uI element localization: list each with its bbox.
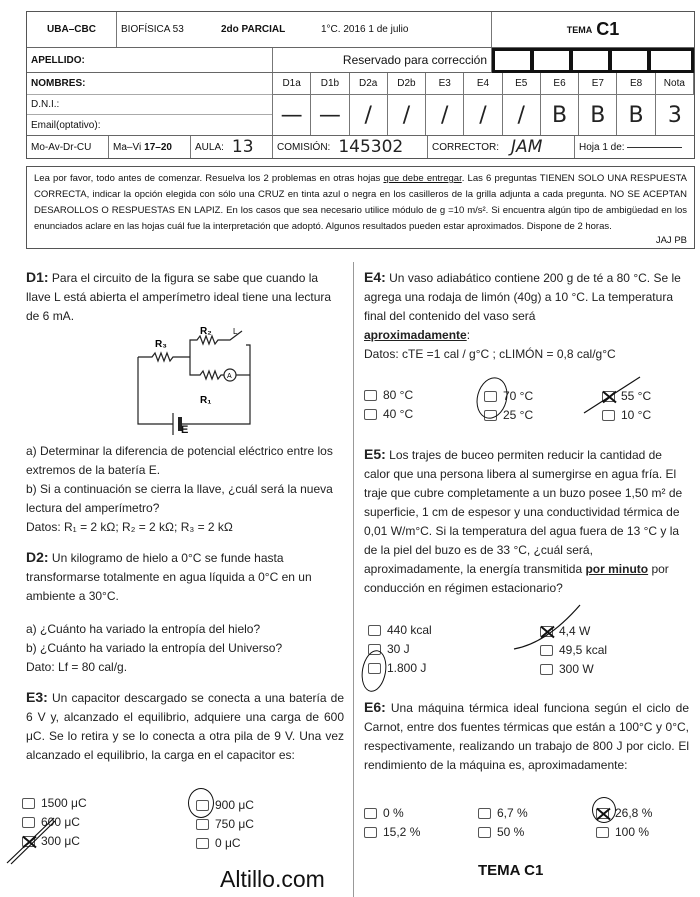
checkbox[interactable] (596, 827, 609, 838)
e6-option-selected[interactable]: 26,8 % (596, 806, 652, 820)
grade-col-header: D1b (311, 73, 349, 95)
e3-option[interactable]: 750 μC (196, 817, 254, 831)
hand-check-mark (512, 603, 582, 653)
aula-value: 13 (231, 137, 254, 157)
e6-option[interactable]: 100 % (596, 825, 649, 839)
e4-option[interactable]: 25 °C (484, 408, 533, 422)
watermark: Altillo.com (220, 866, 325, 892)
grade-grid (273, 73, 694, 135)
e3-text: Un capacitor descargado se conecta a una batería de 6 V y, alcanzado el equilibrio, adquiere una carga de 600 μC. Se lo retira y se lo conecta a otra pila de 9 V. Una vez alcanzado el equilibrio, la carga en el capacitor es: (26, 691, 344, 762)
e3-option-selected[interactable]: 300 μC (22, 834, 80, 848)
hoja-field[interactable] (575, 136, 694, 158)
comision-field[interactable] (273, 136, 428, 158)
d1-text: Para el circuito de la figura se sabe que cuando la llave L está abierta el amperímetro ideal tiene una lectura de 6 mA. (26, 271, 332, 323)
checkbox[interactable] (196, 838, 209, 849)
hand-circle-mark (592, 797, 616, 823)
e6-title: E6: (364, 699, 386, 715)
battery-e-label: E (181, 424, 189, 436)
tema-label: TEMA (566, 24, 593, 35)
instructions-signature: JAJ PB (655, 235, 687, 246)
question-e4: E4: Un vaso adiabático contiene 200 g de té a 80 °C. Se le agrega una rodaja de limón (40g) a 10 °C. La temperatura final del contenido del vaso será aproximadamente: Datos: cTE =1 cal / g°C ; cLIMÓN = 0,8 cal/g°C (364, 268, 689, 364)
student-fields (27, 73, 273, 135)
grade-col-header: E6 (541, 73, 579, 95)
checkbox[interactable] (364, 390, 377, 401)
tema-value: C1 (596, 19, 620, 39)
grade-value: / (388, 95, 426, 135)
nombres-label[interactable]: NOMBRES: (27, 73, 272, 95)
ammeter-label: A (227, 373, 232, 380)
e4-option-circled[interactable]: 70 °C (484, 389, 533, 403)
e4-datos: Datos: cTE =1 cal / g°C ; cLIMÓN = 0,8 cal/g°C (364, 347, 616, 361)
checkbox[interactable] (364, 409, 377, 420)
instructions-text-1: Lea por favor, todo antes de comenzar. Resuelva los 2 problemas en otras hojas (34, 173, 384, 184)
comision-value: 145302 (338, 137, 404, 157)
institution: UBA–CBC (27, 12, 117, 47)
e4-title: E4: (364, 269, 386, 285)
corrector-label: CORRECTOR: (432, 141, 500, 153)
grade-value: / (464, 95, 502, 135)
header-title-row (27, 12, 694, 48)
instructions-underlined: que debe entregar (383, 173, 462, 184)
apellido-label: APELLIDO: (27, 48, 273, 72)
checkbox[interactable] (540, 664, 553, 675)
e5-title: E5: (364, 446, 386, 462)
column-divider (353, 262, 354, 897)
reserved-label: Reservado para corrección (273, 48, 492, 72)
circuit-diagram (130, 325, 260, 435)
grade-col-header: D2b (388, 73, 426, 95)
e5-option[interactable]: 300 W (540, 662, 594, 676)
r3-label: R₃ (155, 339, 167, 350)
corrector-signature: JAM (511, 137, 543, 157)
e3-option[interactable]: 0 μC (196, 836, 241, 850)
e4-option-selected[interactable]: 55 °C (602, 389, 651, 403)
exam-header-table (26, 11, 695, 159)
e5-option-circled[interactable]: 1.800 J (368, 661, 426, 675)
e3-option[interactable]: 1500 μC (22, 796, 87, 810)
d1-part-b: b) Si a continuación se cierra la llave, ¿cuál será la nueva lectura del amperímetro? (26, 482, 333, 515)
correction-box (492, 48, 531, 73)
hoja-label: Hoja 1 de: (579, 141, 625, 153)
instructions-box (26, 166, 695, 249)
e6-option[interactable]: 50 % (478, 825, 524, 839)
e5-option[interactable]: 49,5 kcal (540, 643, 607, 657)
correction-box (570, 48, 609, 73)
correction-box (609, 48, 648, 73)
r1-label: R₁ (200, 395, 212, 406)
question-d2 (26, 548, 344, 677)
corrector-field (428, 136, 575, 158)
grade-col-header: D2a (350, 73, 388, 95)
e3-title: E3: (26, 689, 48, 705)
question-e3 (26, 688, 344, 765)
e5-option[interactable]: 440 kcal (368, 623, 432, 637)
correction-box (531, 48, 570, 73)
e6-option[interactable]: 15,2 % (364, 825, 420, 839)
grade-value-nota: 3 (667, 102, 682, 128)
aula-label: AULA: (195, 141, 224, 153)
grade-col-header: E5 (503, 73, 541, 95)
e5-text-1: Los trajes de buceo permiten reducir la cantidad de calor que una persona libera al sumergirse en agua fría. El traje que cubre completamente a un buzo posee 1,50 m² de superficie, 1 cm de espesor y una conductividad térmica de 0,01 W/m°C. Si la temperatura del agua fuera de 13 °C y la de la piel del buzo es de 33 °C, ¿cuál será, aproximadamente, la energía transmitida (364, 448, 683, 576)
grade-col-header: Nota (656, 73, 694, 95)
d1-part-a: a) Determinar la diferencia de potencial eléctrico entre los extremos de la batería E. (26, 444, 333, 477)
grade-value: B (617, 95, 655, 135)
r2-label: R₂ (200, 326, 212, 337)
exam-name: 2do PARCIAL (221, 24, 286, 35)
e3-option[interactable]: 600 μC (22, 815, 80, 829)
e4-option[interactable]: 40 °C (364, 407, 413, 421)
question-e5 (364, 445, 689, 598)
e4-emphasis: aproximadamente (364, 328, 467, 342)
d1-title: D1: (26, 269, 49, 285)
d2-title: D2: (26, 549, 49, 565)
e5-text-2: por conducción en régimen estacionario? (364, 562, 669, 595)
grade-value: / (426, 95, 464, 135)
e6-option[interactable]: 0 % (364, 806, 404, 820)
checkbox[interactable] (478, 808, 491, 819)
info-row (27, 136, 694, 158)
grade-value: B (541, 95, 579, 135)
e4-text: Un vaso adiabático contiene 200 g de té a 80 °C. Se le agrega una rodaja de limón (40g) a 10 °C. La temperatura final del contenido del vaso será (364, 271, 681, 323)
grade-col-header: E7 (579, 73, 617, 95)
hoja-blank (627, 147, 682, 148)
e5-emphasis: por minuto (585, 562, 649, 576)
schedule (109, 136, 191, 158)
grade-value: B (579, 95, 617, 135)
d1-datos: Datos: R₁ = 2 kΩ; R₂ = 2 kΩ; R₃ = 2 kΩ (26, 520, 233, 534)
dni-label[interactable]: D.N.I.: (27, 95, 272, 115)
correction-boxes (492, 48, 694, 72)
e5-option-selected[interactable]: 4,4 W (540, 624, 590, 638)
course: BIOFÍSICA 53 (121, 24, 184, 35)
d2-dato: Dato: Lf = 80 cal/g. (26, 660, 128, 674)
apellido-row (27, 48, 694, 73)
grade-col-header: D1a (273, 73, 311, 95)
d2-part-a: a) ¿Cuánto ha variado la entropía del hielo? (26, 622, 261, 636)
grade-col-header: E8 (617, 73, 655, 95)
grade-value: — (273, 95, 311, 135)
d2-text: Un kilogramo de hielo a 0°C se funde hasta transformarse totalmente en agua líquida a 0°C en un ambiente a 30°C. (26, 551, 312, 603)
checkbox[interactable] (478, 827, 491, 838)
e4-option[interactable]: 80 °C (364, 388, 413, 402)
grade-value: / (350, 95, 388, 135)
sede: Mo-Av-Dr-CU (27, 136, 109, 158)
checkbox[interactable] (196, 819, 209, 830)
grade-col-header: E4 (464, 73, 502, 95)
e6-text: Una máquina térmica ideal funciona según el ciclo de Carnot, entre dos fuentes térmicas que están a 100°C y 0°C, respectivamente, realizando un trabajo de 800 J por ciclo. El rendimiento de la máquina es, aproximadamente: (364, 701, 689, 772)
schedule-days: Ma–Vi (113, 141, 142, 153)
schedule-hours: 17–20 (144, 141, 172, 153)
instructions-text-2: . Las 6 preguntas TIENEN SOLO UNA RESPUESTA CORRECTA, indicar la opción elegida con sólo una CRUZ en tinta azul o negra en los casilleros de la grilla adjunta a cada pregunta. NO SE ACEPTAN DESAROLLOS O RESPUESTAS EN LAPIZ. En los casos que sea necesario utilice módulo de g =10 m/s². Si encuentra algún tipo de ambigüedad en los enunciados aclare en las hojas cuál fue la interpretación que adoptó. Algunos resultados pueden estar aproximados. Dispone de 2 horas. (34, 173, 687, 232)
checkbox[interactable] (368, 625, 381, 636)
hand-strike-mark (4, 815, 56, 867)
grade-col-header: E3 (426, 73, 464, 95)
exam-date: 1°C. 2016 1 de julio (317, 12, 492, 47)
d1-subquestions (26, 442, 344, 537)
checkbox[interactable] (364, 827, 377, 838)
hand-check-mark (582, 375, 642, 415)
email-label[interactable]: Email(optativo): (31, 119, 101, 131)
grade-value: — (311, 95, 349, 135)
e4-option[interactable]: 10 °C (602, 408, 651, 422)
footer-tema: TEMA C1 (478, 862, 544, 879)
grade-block (27, 73, 694, 136)
e6-option[interactable]: 6,7 % (478, 806, 528, 820)
aula-field[interactable] (191, 136, 273, 158)
correction-box (648, 48, 694, 73)
tema-box (492, 12, 694, 47)
comision-label: COMISIÓN: (277, 141, 331, 153)
question-e6 (364, 698, 689, 775)
switch-l-label: L (233, 327, 238, 336)
checkbox[interactable] (364, 808, 377, 819)
e3-option-circled[interactable]: 900 μC (196, 798, 254, 812)
d2-part-b: b) ¿Cuánto ha variado la entropía del Universo? (26, 641, 283, 655)
e5-option[interactable]: 30 J (368, 642, 410, 656)
grade-value: / (503, 95, 541, 135)
question-d1 (26, 268, 344, 326)
hand-circle-mark (188, 788, 214, 818)
checkbox[interactable] (22, 798, 35, 809)
